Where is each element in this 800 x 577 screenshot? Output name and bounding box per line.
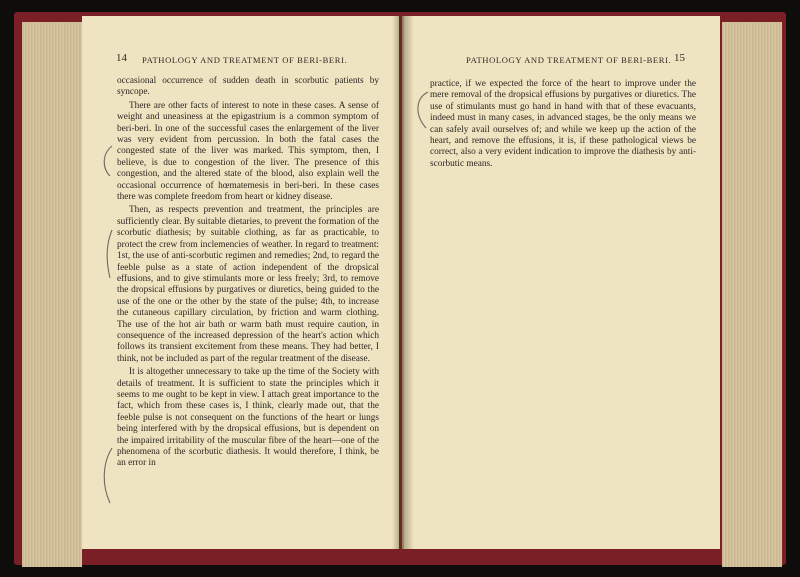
right-page-edges [722,22,782,567]
left-page [82,16,399,549]
left-page-edges [22,22,82,567]
paragraph: There are other facts of interest to note in these cases. A sense of weight and uneasiness at the epigastrium is a common symptom of beri-beri. In one of the successful cases the enlargement of the liver was very evident from percussion. In both the fatal cases the congested state of the liver was marked. This symptom, then, I believe, is due to congestion of the liver. The presence of this congestion, and the altered state of the blood, also explain well the occasional occurrence of hœmatemesis in beri-beri. In these cases there was complete freedom from heart or kidney disease. [117,100,379,203]
page-body [430,79,696,172]
paragraph: practice, if we expected the force of the heart to improve under the mere removal of the dropsical effusions by purgatives or diuretics. The use of stimulants must go hand in hand with that of these evacuants, indeed must in many cases, in advanced stages, be the only means we can safely avail ourselves of; and while we keep up the action of the heart, and remove the effusions, it is, if these pathological views be correct, also a very evident indication to improve the diathesis by anti-scorbutic means. [430,79,696,169]
paragraph: occasional occurrence of sudden death in scorbutic patients by syncope. [117,76,379,98]
page-body [117,76,379,472]
running-head: PATHOLOGY AND TREATMENT OF BERI-BERI. [142,55,348,65]
page-number: 15 [674,52,685,64]
paragraph: Then, as respects prevention and treatment, the principles are sufficiently clear. By suitable dietaries, to prevent the formation of the scorbutic diathesis; by suitable clothing, as far as practicable, to protect the crew from inclemencies of weather. In regard to treatment: 1st, the use of anti-scorbutic regimen and remedies; 2nd, to regard the feeble pulse as a state of action independent of the dropsical effusions, and to give stimulants more or less freely; 3rd, to remove the dropsical effusions by purgatives or diuretics, being guided to the use of the one or the other by the state of the pulse; 4th, to increase the cutaneous capillary circulation, by friction and warm clothing. The use of the hot air bath or warm bath must require caution, in consequence of the increased depression of the heart's action which follows its transient excitement from these means. They had better, I think, not be included as part of the regular treatment of the disease. [117,205,379,364]
running-head: PATHOLOGY AND TREATMENT OF BERI-BERI. [466,55,672,65]
page-number: 14 [116,52,127,64]
paragraph: It is altogether unnecessary to take up the time of the Society with details of treatment. It is sufficient to state the principles which it seems to me ought to be kept in view. I attach great importance to the fact, which from these cases is, I think, clearly made out, that the feeble pulse is not consequent on the functions of the heart or lungs being interfered with by the dropsical effusions, but is dependent on the impaired irritability of the muscular fibre of the heart—one of the phenomena of the scorbutic diathesis. It would therefore, I think, be an error in [117,367,379,469]
right-page [402,16,720,549]
pencil-bracket-mark [98,16,118,549]
book-gutter [392,16,414,549]
